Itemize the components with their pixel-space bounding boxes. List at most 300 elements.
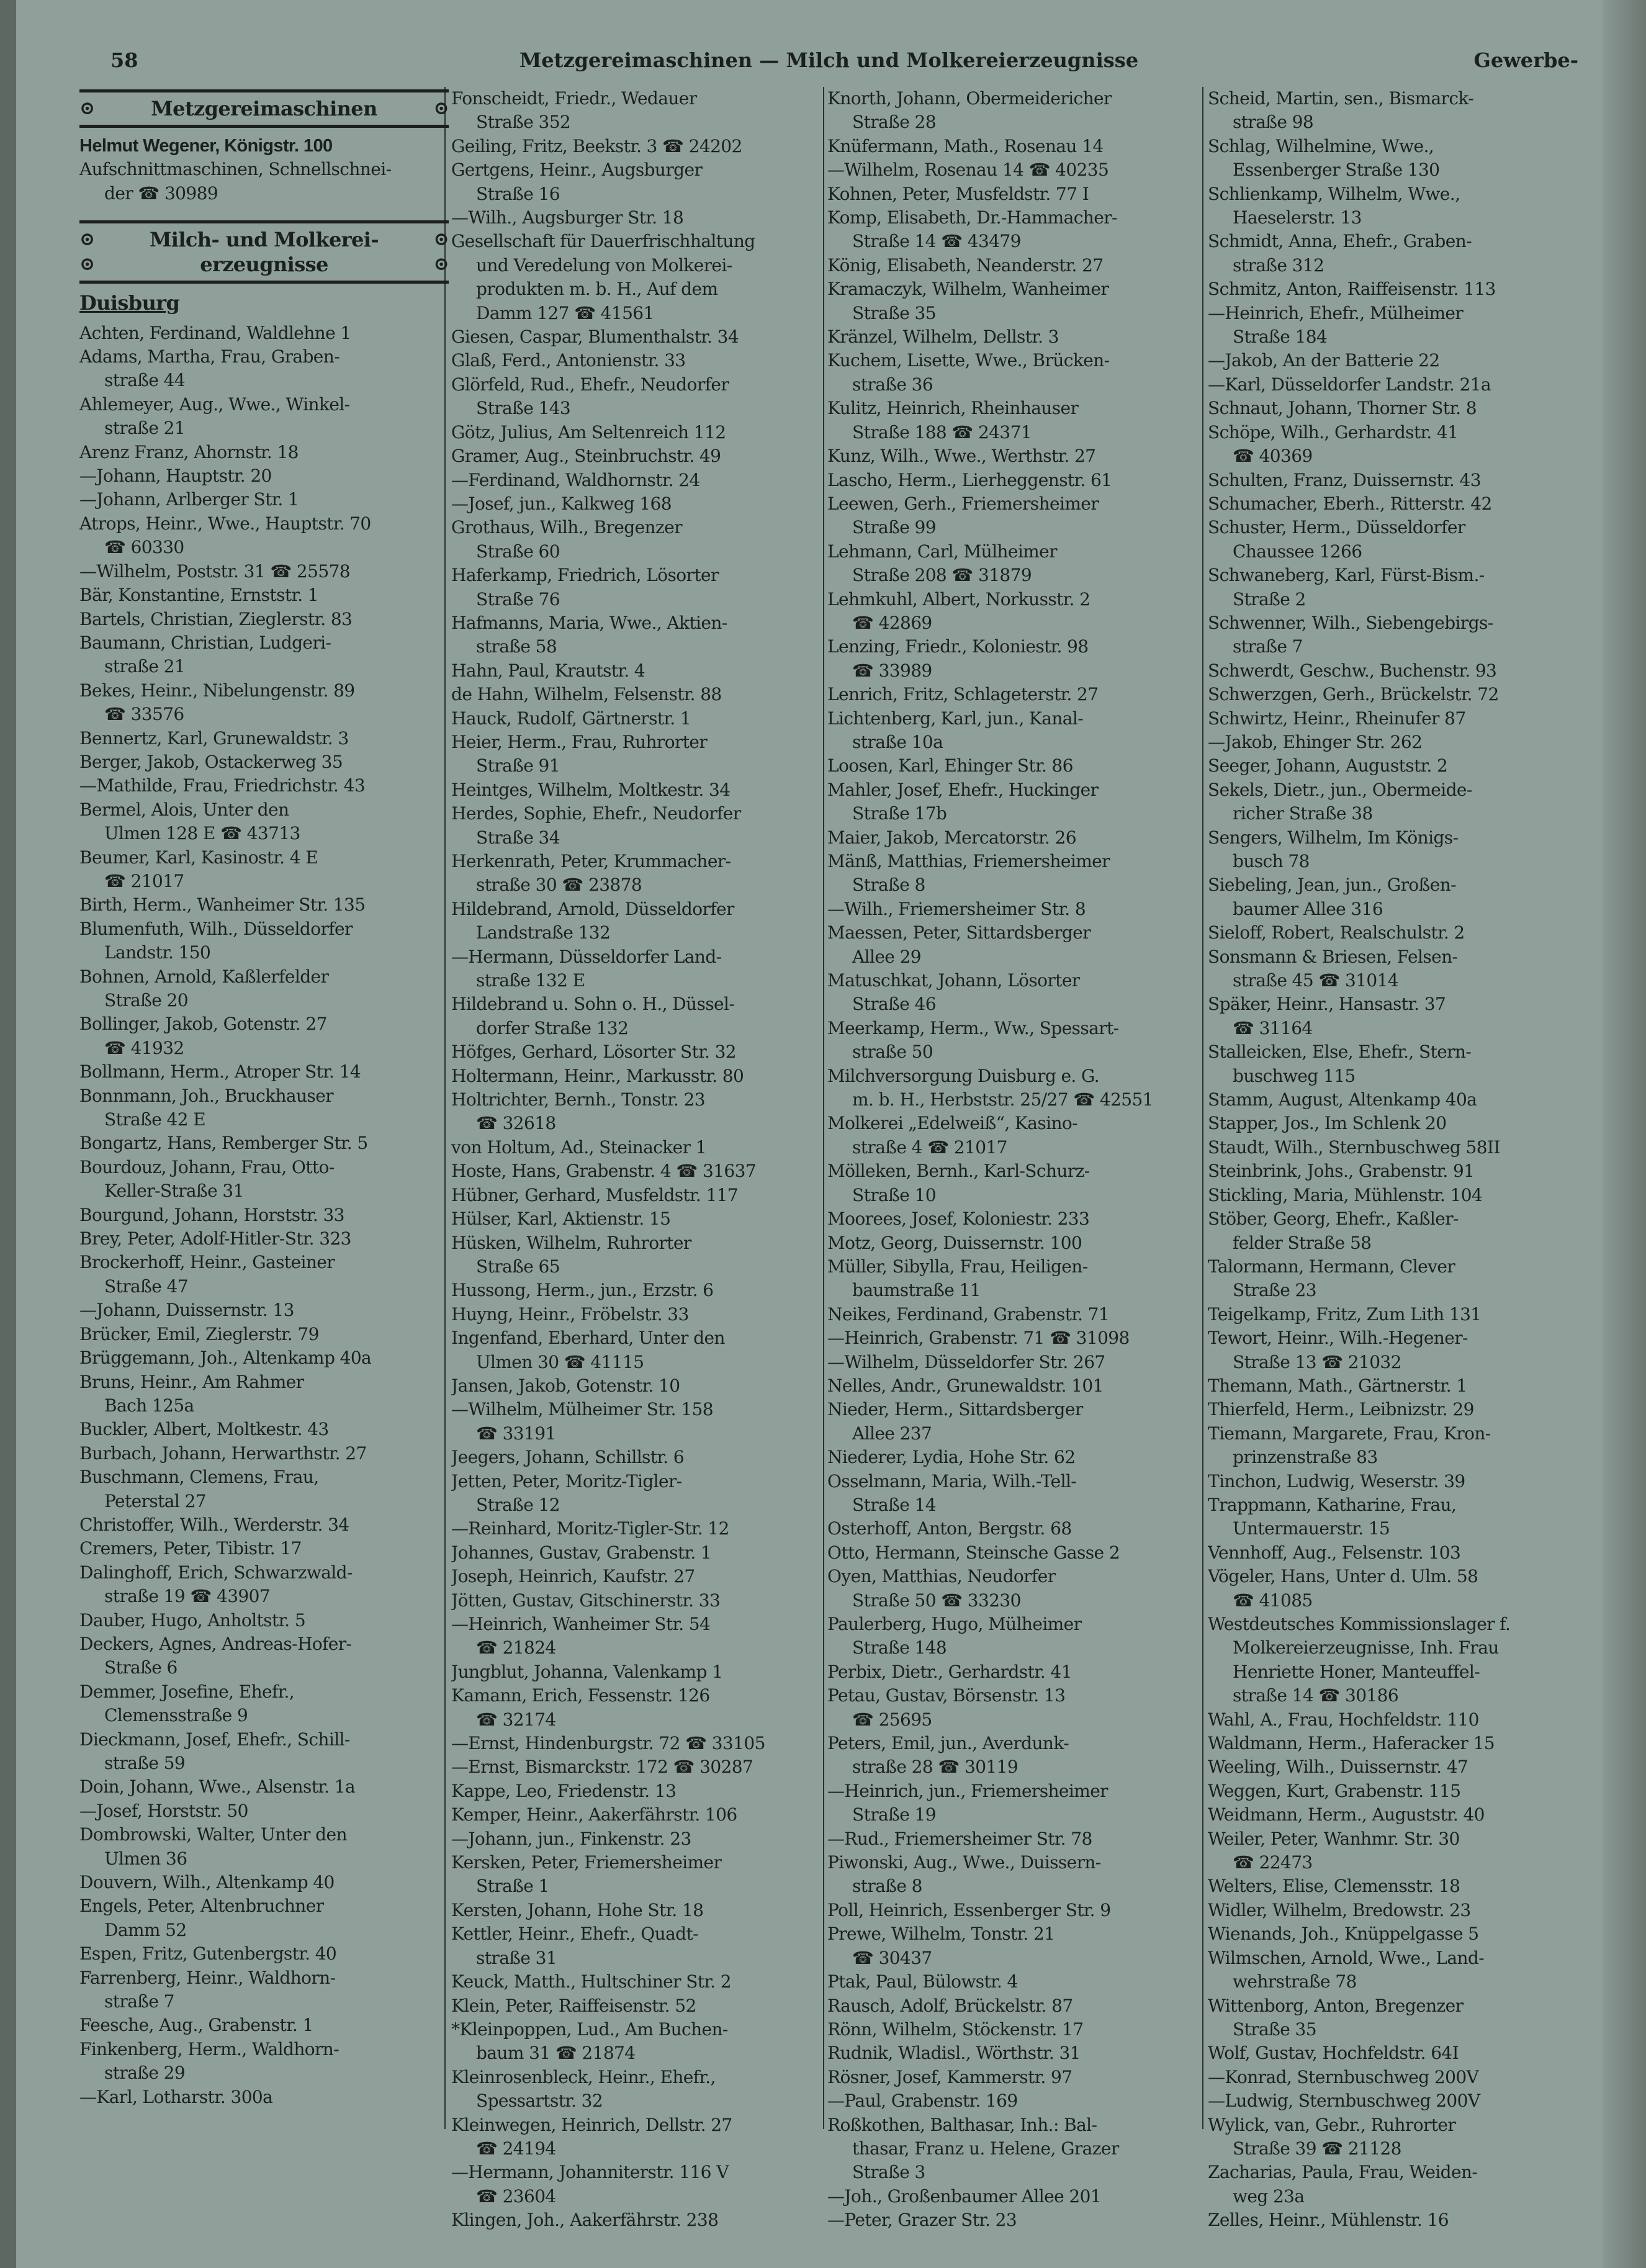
directory-entry [79, 1513, 449, 1537]
entry-name-line: Arenz Franz, Ahornstr. 18 [79, 441, 299, 462]
entry-name-line: Hahn, Paul, Krautstr. 4 [451, 660, 645, 681]
entry-continuation-line: straße 7 [1233, 636, 1303, 657]
entry-list [451, 87, 821, 2233]
entry-continuation-line: Straße 8 [852, 875, 925, 896]
entry-name-line: Jeegers, Johann, Schillstr. 6 [451, 1447, 684, 1468]
entry-continuation-line: Straße 65 [476, 1256, 560, 1277]
entry-name-line: —Heinrich, Wanheimer Str. 54 [451, 1614, 711, 1634]
entry-name-line: Schumacher, Eberh., Ritterstr. 42 [1208, 493, 1492, 514]
entry-name-line: Bourgund, Johann, Horststr. 33 [79, 1204, 344, 1225]
entry-name-line: Rösner, Josef, Kammerstr. 97 [827, 2066, 1073, 2087]
directory-entry [827, 707, 1197, 755]
entry-name-line: Heier, Herm., Frau, Ruhrorter [451, 731, 708, 752]
entry-continuation-line: Straße 1 [476, 1876, 549, 1897]
entry-name-line: Kleinwegen, Heinrich, Dellstr. 27 [451, 2114, 732, 2135]
directory-entry [79, 1442, 449, 1465]
directory-entry [451, 802, 821, 850]
entry-name-line: —Heinrich, Grabenstr. 71 ☎ 31098 [827, 1328, 1130, 1349]
directory-entry [1208, 2041, 1577, 2065]
entry-name-line: Deckers, Agnes, Andreas-Hofer- [79, 1633, 352, 1654]
entry-name-line: Matuschkat, Johann, Lösorter [827, 970, 1080, 991]
entry-name-line: Hafmanns, Maria, Wwe., Aktien- [451, 612, 727, 633]
directory-entry [451, 2161, 821, 2208]
entry-name-line: Milchversorgung Duisburg e. G. [827, 1065, 1100, 1086]
directory-entry [451, 421, 821, 444]
circle-marker-icon: ⊙ [79, 228, 95, 251]
directory-entry [1208, 731, 1577, 754]
entry-name-line: —Hermann, Johanniterstr. 116 V [451, 2162, 729, 2183]
directory-entry [1208, 373, 1577, 397]
entry-name-line: —Rud., Friemersheimer Str. 78 [827, 1828, 1092, 1849]
entry-continuation-line: ☎ 31164 [1233, 1017, 1313, 1038]
directory-entry [79, 1227, 449, 1251]
directory-entry [79, 1942, 449, 1966]
directory-entry [451, 1780, 821, 1803]
entry-continuation-line: Ulmen 30 ☎ 41115 [476, 1351, 644, 1372]
directory-entry [79, 1871, 449, 1894]
entry-continuation-line: straße 44 [104, 370, 186, 391]
entry-continuation-line: Landstr. 150 [104, 942, 211, 963]
directory-entry [827, 1064, 1197, 1112]
entry-name-line: Götz, Julius, Am Seltenreich 112 [451, 421, 726, 443]
entry-name-line: Prewe, Wilhelm, Tonstr. 21 [827, 1924, 1055, 1945]
entry-continuation-line: ☎ 21017 [104, 870, 184, 891]
entry-name-line: Tewort, Heinr., Wilh.-Hegener- [1208, 1328, 1468, 1349]
directory-entry [451, 1732, 821, 1755]
advertiser-name: Helmut Wegener, Königstr. 100 [79, 136, 333, 156]
directory-entry [451, 1374, 821, 1398]
entry-name-line: Klein, Peter, Raiffeisenstr. 52 [451, 1995, 696, 2016]
entry-continuation-line: ☎ 41932 [104, 1037, 184, 1058]
entry-name-line: Ahlemeyer, Aug., Wwe., Winkel- [79, 394, 350, 415]
entry-name-line: —Wilhelm, Rosenau 14 ☎ 40235 [827, 160, 1109, 181]
directory-entry [827, 2208, 1197, 2232]
entry-name-line: von Holtum, Ad., Steinacker 1 [451, 1136, 706, 1158]
entry-name-line: Feesche, Aug., Grabenstr. 1 [79, 2015, 313, 2036]
entry-name-line: Mänß, Matthias, Friemersheimer [827, 851, 1110, 871]
directory-entry [1208, 873, 1577, 921]
directory-entry [1208, 1755, 1577, 1779]
entry-name-line: —Wilhelm, Poststr. 31 ☎ 25578 [79, 560, 351, 582]
page-left-edge [0, 0, 16, 2268]
entry-name-line: Wittenborg, Anton, Bregenzer [1208, 1995, 1464, 2016]
entry-name-line: Jetten, Peter, Moritz-Tigler- [451, 1470, 682, 1492]
entry-continuation-line: Straße 20 [104, 990, 188, 1010]
directory-entry [451, 1589, 821, 1613]
directory-entry [451, 1851, 821, 1899]
entry-continuation-line: baumstraße 11 [852, 1280, 981, 1301]
directory-entry [1208, 87, 1577, 135]
entry-name-line: Kramaczyk, Wilhelm, Wanheimer [827, 279, 1109, 300]
entry-name-line: Weeling, Wilh., Duissernstr. 47 [1208, 1757, 1468, 1778]
directory-entry [1208, 1780, 1577, 1803]
directory-entry [451, 1541, 821, 1565]
directory-entry [79, 1346, 449, 1370]
directory-entry [451, 1613, 821, 1660]
directory-entry [451, 1660, 821, 1684]
entry-name-line: Komp, Elisabeth, Dr.-Hammacher- [827, 207, 1117, 228]
directory-entry [827, 1851, 1197, 1899]
entry-name-line: Knüfermann, Math., Rosenau 14 [827, 135, 1104, 156]
running-title: Metzgereimaschinen — Milch und Molkereierzeugnisse [519, 48, 1139, 72]
directory-entry [1208, 1136, 1577, 1159]
entry-name-line: Hildebrand u. Sohn o. H., Düssel- [451, 994, 735, 1015]
entry-name-line: Osselmann, Maria, Wilh.-Tell- [827, 1470, 1077, 1492]
entry-name-line: —Josef, Horststr. 50 [79, 1800, 248, 1821]
directory-entry [827, 1565, 1197, 1613]
entry-continuation-line: Straße 42 E [104, 1109, 206, 1130]
entry-name-line: Rudnik, Wladisl., Wörthstr. 31 [827, 2043, 1081, 2064]
directory-entry [1208, 1374, 1577, 1398]
entry-name-line: Widler, Wilhelm, Bredowstr. 23 [1208, 1899, 1471, 1920]
entry-name-line: Bonnmann, Joh., Bruckhauser [79, 1085, 333, 1106]
entry-name-line: Brüggemann, Joh., Altenkamp 40a [79, 1348, 372, 1369]
directory-entry [451, 1827, 821, 1851]
entry-name-line: Oyen, Matthias, Neudorfer [827, 1566, 1056, 1587]
circle-marker-icon: ⊙ [433, 97, 449, 119]
entry-name-line: Holtrichter, Bernh., Tonstr. 23 [451, 1089, 705, 1110]
entry-continuation-line: ☎ 40369 [1233, 446, 1313, 467]
entry-name-line: Sonsmann & Briesen, Felsen- [1208, 946, 1458, 967]
entry-continuation-line: straße 30 ☎ 23878 [476, 875, 642, 896]
entry-continuation-line: Straße 143 [476, 398, 571, 419]
directory-entry [1208, 1613, 1577, 1708]
directory-entry [827, 2089, 1197, 2113]
entry-continuation-line: Straße 16 [476, 183, 560, 204]
directory-entry [451, 1899, 821, 1922]
directory-entry [1208, 1159, 1577, 1183]
directory-entry [79, 917, 449, 965]
directory-entry [79, 1418, 449, 1441]
directory-entry [827, 325, 1197, 349]
directory-entry [79, 2014, 449, 2037]
directory-entry [1208, 1708, 1577, 1732]
directory-entry [79, 846, 449, 894]
entry-name-line: Nieder, Herm., Sittardsberger [827, 1399, 1083, 1420]
entry-name-line: —Wilhelm, Mülheimer Str. 158 [451, 1399, 713, 1420]
directory-entry [451, 707, 821, 731]
entry-continuation-line: ☎ 22473 [1233, 1852, 1313, 1873]
directory-entry [827, 1112, 1197, 1159]
entry-name-line: Bollinger, Jakob, Gotenstr. 27 [79, 1014, 327, 1035]
entry-continuation-line: busch 78 [1233, 851, 1310, 871]
directory-entry [451, 1303, 821, 1326]
column-4 [1208, 87, 1577, 2233]
page-right-edge [1603, 0, 1646, 2268]
entry-continuation-line: Straße 19 [852, 1804, 936, 1825]
entry-continuation-line: dorfer Straße 132 [476, 1017, 629, 1038]
running-right: Gewerbe- [1473, 48, 1578, 72]
entry-name-line: Lehmkuhl, Albert, Norkusstr. 2 [827, 588, 1091, 610]
entry-continuation-line: ☎ 23604 [476, 2185, 556, 2207]
entry-name-line: Joseph, Heinrich, Kaufstr. 27 [451, 1566, 695, 1587]
entry-name-line: Knorth, Johann, Obermeidericher [827, 88, 1112, 109]
entry-continuation-line: baum 31 ☎ 21874 [476, 2043, 636, 2064]
entry-name-line: Paulerberg, Hugo, Mülheimer [827, 1614, 1082, 1634]
entry-continuation-line: Chaussee 1266 [1233, 541, 1362, 562]
directory-entry [79, 560, 449, 583]
entry-name-line: Hübner, Gerhard, Musfeldstr. 117 [451, 1184, 739, 1205]
directory-entry [451, 564, 821, 611]
entry-continuation-line: ☎ 25695 [852, 1709, 932, 1730]
entry-name-line: —Wilh., Augsburger Str. 18 [451, 207, 684, 228]
directory-entry [451, 1279, 821, 1302]
entry-name-line: Hildebrand, Arnold, Düsseldorfer [451, 898, 734, 919]
directory-entry [827, 1541, 1197, 1565]
entry-name-line: Schwirtz, Heinr., Rheinufer 87 [1208, 708, 1466, 729]
entry-continuation-line: Peterstal 27 [104, 1490, 206, 1511]
entry-name-line: Kettler, Heinr., Ehefr., Quadt- [451, 1924, 698, 1945]
entry-name-line: Vögeler, Hans, Unter d. Ulm. 58 [1208, 1566, 1478, 1587]
entry-name-line: Hoste, Hans, Grabenstr. 4 ☎ 31637 [451, 1161, 757, 1182]
entry-name-line: Christoffer, Wilh., Werderstr. 34 [79, 1514, 349, 1535]
entry-name-line: Hüsken, Wilhelm, Ruhrorter [451, 1232, 691, 1253]
directory-entry [1208, 707, 1577, 731]
section-title: Milch- und Molkerei- [149, 228, 379, 252]
section-heading-milch-molkerei [79, 220, 449, 284]
directory-entry [1208, 1994, 1577, 2042]
directory-entry [79, 1775, 449, 1799]
entry-continuation-line: m. b. H., Herbststr. 25/27 ☎ 42551 [852, 1089, 1153, 1110]
entry-name-line: Giesen, Caspar, Blumenthalstr. 34 [451, 326, 739, 348]
directory-entry [79, 893, 449, 917]
entry-name-line: Jungblut, Johanna, Valenkamp 1 [451, 1661, 723, 1682]
directory-entry [827, 87, 1197, 135]
entry-name-line: Sengers, Wilhelm, Im Königs- [1208, 827, 1459, 848]
entry-name-line: Lehmann, Carl, Mülheimer [827, 541, 1057, 562]
entry-continuation-line: straße 50 [852, 1042, 933, 1063]
directory-entry [79, 1894, 449, 1942]
directory-entry [827, 397, 1197, 444]
entry-continuation-line: Damm 52 [104, 1919, 187, 1940]
directory-entry [1208, 516, 1577, 564]
entry-name-line: Buckler, Albert, Moltkestr. 43 [79, 1419, 329, 1440]
directory-entry [1208, 826, 1577, 874]
directory-entry [451, 1922, 821, 1970]
entry-name-line: Osterhoff, Anton, Bergstr. 68 [827, 1518, 1072, 1539]
entry-name-line: Rausch, Adolf, Brückelstr. 87 [827, 1995, 1073, 2016]
entry-name-line: Finkenberg, Herm., Waldhorn- [79, 2038, 340, 2059]
directory-entry [1208, 135, 1577, 182]
entry-continuation-line: produkten m. b. H., Auf dem [476, 279, 718, 300]
directory-entry [79, 1204, 449, 1227]
entry-continuation-line: Molkereierzeugnisse, Inh. Frau [1233, 1637, 1499, 1658]
entry-name-line: —Ludwig, Sternbuschweg 200V [1208, 2090, 1480, 2112]
entry-continuation-line: Essenberger Straße 130 [1233, 160, 1440, 181]
directory-entry [79, 512, 449, 560]
entry-continuation-line: straße 312 [1233, 254, 1324, 276]
entry-name-line: Brockerhoff, Heinr., Gasteiner [79, 1252, 335, 1273]
entry-name-line: Grothaus, Wilh., Bregenzer [451, 517, 682, 538]
entry-name-line: Zacharias, Paula, Frau, Weiden- [1208, 2162, 1478, 2183]
directory-entry [1208, 754, 1577, 778]
directory-entry [827, 158, 1197, 182]
directory-entry [827, 1159, 1197, 1207]
directory-entry [1208, 2066, 1577, 2089]
entry-name-line: —Jakob, Ehinger Str. 262 [1208, 731, 1423, 752]
entry-name-line: Maier, Jakob, Mercatorstr. 26 [827, 827, 1076, 848]
entry-name-line: Gertgens, Heinr., Augsburger [451, 160, 703, 181]
directory-entry [451, 158, 821, 206]
entry-name-line: Müller, Sibylla, Frau, Heiligen- [827, 1256, 1088, 1277]
directory-entry [451, 945, 821, 993]
entry-name-line: de Hahn, Wilhelm, Felsenstr. 88 [451, 684, 722, 705]
entry-name-line: Bermel, Alois, Unter den [79, 799, 289, 820]
directory-entry [79, 1370, 449, 1418]
directory-entry [451, 1470, 821, 1518]
directory-entry [451, 1088, 821, 1136]
directory-entry [79, 393, 449, 441]
entry-name-line: —Ernst, Hindenburgstr. 72 ☎ 33105 [451, 1733, 765, 1754]
entry-name-line: Tinchon, Ludwig, Weserstr. 39 [1208, 1470, 1465, 1492]
directory-entry [79, 345, 449, 393]
directory-entry [1208, 1565, 1577, 1613]
directory-entry [79, 727, 449, 750]
entry-continuation-line: Straße 3 [852, 2162, 925, 2183]
entry-name-line: Nelles, Andr., Grunewaldstr. 101 [827, 1375, 1104, 1396]
directory-entry [451, 992, 821, 1040]
entry-continuation-line: straße 14 ☎ 30186 [1233, 1685, 1399, 1706]
entry-name-line: Ingenfand, Eberhard, Unter den [451, 1328, 725, 1349]
page-number: 58 [110, 48, 138, 72]
entry-name-line: Stamm, August, Altenkamp 40a [1208, 1089, 1477, 1110]
directory-entry [79, 322, 449, 345]
directory-entry [1208, 992, 1577, 1040]
directory-entry [827, 1374, 1197, 1398]
entry-name-line: Moorees, Josef, Koloniestr. 233 [827, 1208, 1090, 1230]
entry-name-line: Hülser, Karl, Aktienstr. 15 [451, 1208, 671, 1230]
directory-entry [79, 464, 449, 488]
entry-name-line: Trappmann, Katharine, Frau, [1208, 1494, 1457, 1515]
directory-entry [451, 516, 821, 564]
entry-continuation-line: ☎ 33989 [852, 660, 932, 681]
entry-name-line: Achten, Ferdinand, Waldlehne 1 [79, 322, 351, 343]
entry-continuation-line: Straße 352 [476, 112, 571, 133]
directory-entry [451, 2208, 821, 2232]
entry-name-line: Farrenberg, Heinr., Waldhorn- [79, 1967, 336, 1988]
entry-name-line: Jötten, Gustav, Gitschinerstr. 33 [451, 1590, 721, 1611]
directory-entry [451, 444, 821, 468]
entry-continuation-line: Straße 99 [852, 517, 936, 538]
directory-entry [79, 2038, 449, 2086]
directory-entry [827, 850, 1197, 898]
directory-entry [451, 1446, 821, 1469]
directory-entry [1208, 2113, 1577, 2161]
directory-entry [827, 2185, 1197, 2208]
entry-name-line: Bruns, Heinr., Am Rahmer [79, 1371, 304, 1392]
column-1 [79, 87, 449, 2109]
entry-name-line: Bohnen, Arnold, Kaßlerfelder [79, 966, 329, 987]
entry-name-line: Herdes, Sophie, Ehefr., Neudorfer [451, 803, 741, 824]
entry-continuation-line: ☎ 21824 [476, 1637, 556, 1658]
entry-name-line: Kemper, Heinr., Aakerfährstr. 106 [451, 1804, 737, 1825]
entry-continuation-line: Straße 10 [852, 1184, 936, 1205]
column-rule [1202, 87, 1203, 2129]
entry-continuation-line: straße 31 [476, 1947, 557, 1968]
entry-name-line: Kulitz, Heinrich, Rheinhauser [827, 398, 1079, 419]
entry-name-line: Thierfeld, Herm., Leibnizstr. 29 [1208, 1399, 1474, 1420]
entry-name-line: Schwerzgen, Gerh., Brückelstr. 72 [1208, 684, 1499, 705]
entry-name-line: Burbach, Johann, Herwarthstr. 27 [79, 1442, 367, 1464]
directory-entry [79, 1132, 449, 1155]
entry-continuation-line: und Veredelung von Molkerei- [476, 254, 732, 276]
entry-name-line: Bartels, Christian, Zieglerstr. 83 [79, 608, 353, 629]
entry-continuation-line: Straße 12 [476, 1494, 560, 1515]
directory-entry [827, 754, 1197, 778]
entry-name-line: Espen, Fritz, Gutenbergstr. 40 [79, 1943, 337, 1964]
entry-name-line: Kleinrosenbleck, Heinr., Ehefr., [451, 2066, 716, 2087]
entry-list [79, 322, 449, 2109]
entry-name-line: Stickling, Maria, Mühlenstr. 104 [1208, 1184, 1483, 1205]
entry-name-line: Johannes, Gustav, Grabenstr. 1 [451, 1542, 712, 1563]
entry-continuation-line: thasar, Franz u. Helene, Grazer [852, 2138, 1119, 2159]
directory-entry [827, 1922, 1197, 1970]
entry-name-line: Otto, Hermann, Steinsche Gasse 2 [827, 1542, 1120, 1563]
page-header [79, 48, 1578, 76]
entry-name-line: Engels, Peter, Altenbruchner [79, 1896, 324, 1917]
entry-continuation-line: Straße 2 [1233, 588, 1306, 610]
entry-name-line: Teigelkamp, Fritz, Zum Lith 131 [1208, 1303, 1482, 1325]
entry-name-line: Gesellschaft für Dauerfrischhaltung [451, 231, 755, 252]
directory-entry [451, 683, 821, 706]
entry-name-line: Bennertz, Karl, Grunewaldstr. 3 [79, 727, 349, 749]
entry-continuation-line: Straße 91 [476, 755, 560, 776]
entry-continuation-line: Straße 60 [476, 541, 560, 562]
entry-name-line: Schwaneberg, Karl, Fürst-Bism.- [1208, 565, 1485, 586]
entry-name-line: Schnaut, Johann, Thorner Str. 8 [1208, 398, 1477, 419]
entry-name-line: Schöpe, Wilh., Gerhardstr. 41 [1208, 421, 1459, 443]
entry-name-line: Wienands, Joh., Knüppelgasse 5 [1208, 1924, 1479, 1945]
entry-name-line: Doin, Johann, Wwe., Alsenstr. 1a [79, 1776, 355, 1798]
entry-name-line: Rönn, Wilhelm, Stöckenstr. 17 [827, 2018, 1084, 2040]
entry-continuation-line: ☎ 32618 [476, 1113, 556, 1134]
directory-entry [1208, 2089, 1577, 2113]
directory-entry [827, 1780, 1197, 1827]
entry-name-line: Zelles, Heinr., Mühlenstr. 16 [1208, 2210, 1449, 2231]
entry-name-line: —Ferdinand, Waldhornstr. 24 [451, 469, 700, 490]
entry-name-line: Hauck, Rudolf, Gärtnerstr. 1 [451, 708, 691, 729]
directory-entry [451, 1517, 821, 1541]
entry-continuation-line: straße 21 [104, 418, 186, 439]
entry-continuation-line: richer Straße 38 [1233, 803, 1373, 824]
directory-entry [827, 1899, 1197, 1922]
directory-entry [1208, 683, 1577, 706]
directory-entry [1208, 2161, 1577, 2208]
directory-entry [451, 492, 821, 516]
directory-entry [827, 349, 1197, 397]
directory-entry [1208, 1326, 1577, 1374]
entry-name-line: —Wilh., Friemersheimer Str. 8 [827, 898, 1086, 919]
entry-continuation-line: Straße 23 [1233, 1280, 1316, 1301]
directory-entry [451, 1803, 821, 1827]
directory-entry [1208, 1827, 1577, 1875]
entry-name-line: Perbix, Dietr., Gerhardstr. 41 [827, 1661, 1072, 1682]
entry-name-line: Buschmann, Clemens, Frau, [79, 1467, 319, 1488]
entry-continuation-line: Straße 17b [852, 803, 947, 824]
entry-name-line: Kohnen, Peter, Musfeldstr. 77 I [827, 183, 1089, 204]
entry-name-line: —Mathilde, Frau, Friedrichstr. 43 [79, 775, 366, 796]
entry-name-line: —Jakob, An der Batterie 22 [1208, 350, 1440, 371]
directory-entry [1208, 1088, 1577, 1112]
directory-entry [79, 2086, 449, 2109]
directory-entry [1208, 1732, 1577, 1755]
directory-entry [827, 254, 1197, 277]
entry-name-line: Brücker, Emil, Zieglerstr. 79 [79, 1323, 319, 1344]
column-2 [451, 87, 821, 2233]
entry-continuation-line: weg 23a [1233, 2185, 1305, 2207]
entry-continuation-line: ☎ 33576 [104, 704, 184, 725]
entry-name-line: —Konrad, Sternbuschweg 200V [1208, 2066, 1479, 2087]
